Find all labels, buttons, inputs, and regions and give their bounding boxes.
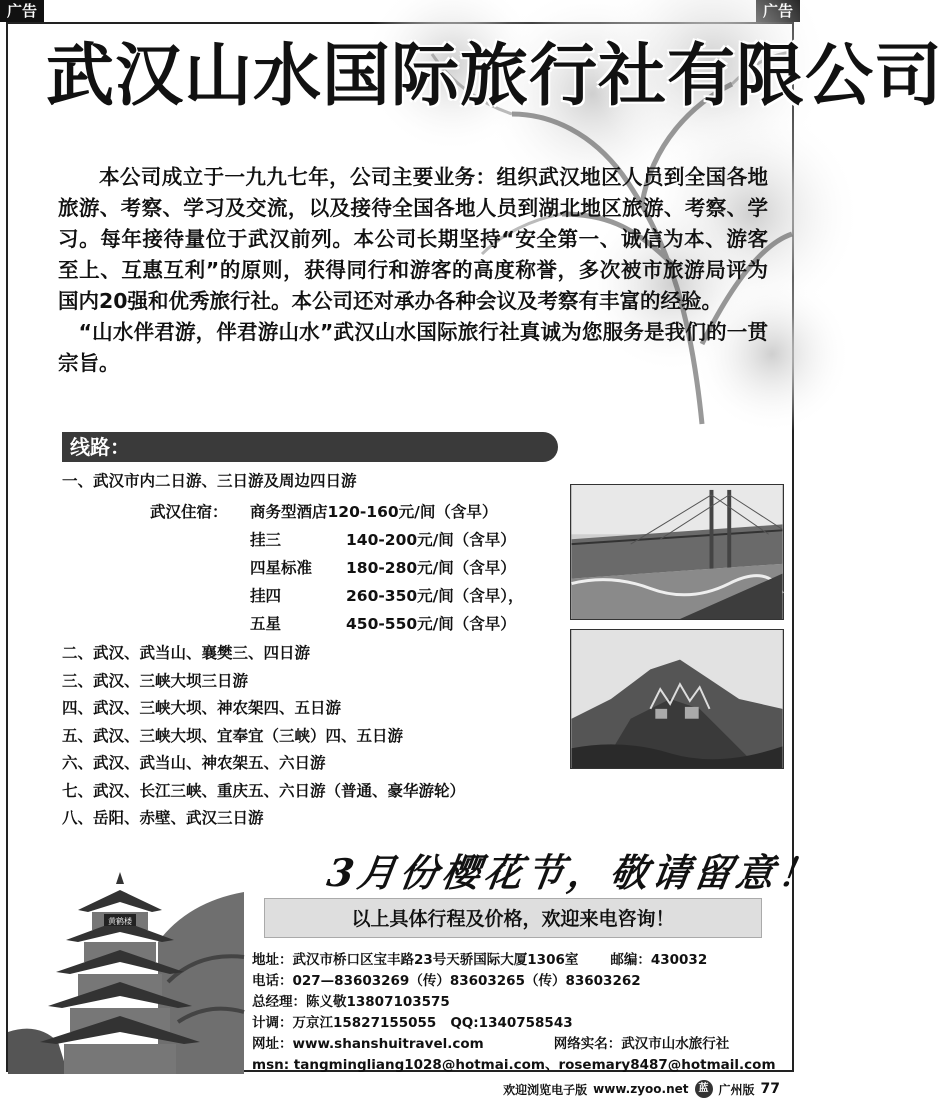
- route-item: 二、武汉、武当山、襄樊三、四日游: [62, 644, 311, 662]
- hotel-label: 武汉住宿：: [150, 503, 228, 521]
- hotel-type: 五星: [250, 615, 282, 633]
- wudang-mountain-photo: [570, 629, 784, 769]
- contact-address: 地址：武汉市桥口区宝丰路23号天骄国际大厦1306室: [252, 952, 579, 968]
- hotel-row: [150, 554, 524, 582]
- yellow-crane-tower-image: [8, 862, 244, 1074]
- contact-qq: QQ:1340758543: [450, 1015, 573, 1031]
- hotel-price-table: [150, 498, 524, 638]
- footer-badge-icon: 蓝: [695, 1080, 713, 1098]
- company-introduction: [58, 162, 768, 379]
- hotel-price: 260-350元/间（含早），: [346, 587, 524, 605]
- hotel-row: [150, 526, 524, 554]
- route-item: 一、武汉市内二日游、三日游及周边四日游: [62, 472, 357, 490]
- hotel-type: 四星标准: [250, 559, 313, 577]
- contact-planner: 计调：万京江15827155055: [252, 1015, 437, 1031]
- contact-row: [252, 950, 776, 971]
- advertisement-frame: [6, 22, 943, 1073]
- company-title: [46, 32, 943, 122]
- hotel-row: [150, 582, 524, 610]
- contact-postcode: 邮编：430032: [610, 952, 708, 968]
- route-item: 六、武汉、武当山、神农架五、六日游: [62, 754, 326, 772]
- pagoda-plaque-text: 黄鹤楼: [108, 917, 132, 926]
- footer-line: [503, 1080, 780, 1098]
- contact-realname: 网络实名：武汉市山水旅行社: [553, 1036, 730, 1052]
- company-title-strong: 武汉: [46, 37, 185, 116]
- contact-website: 网址：www.shanshuitravel.com: [252, 1036, 484, 1052]
- three-gorges-dam-photo: [570, 484, 784, 620]
- route-item: 七、武汉、长江三峡、重庆五、六日游（普通、豪华游轮）: [62, 781, 466, 800]
- hotel-price: 140-200元/间（含早）: [346, 531, 516, 549]
- route-list: [62, 640, 465, 833]
- hotel-type: 挂四: [250, 587, 282, 605]
- footer-edition: 广州版: [718, 1082, 755, 1097]
- hotel-price: 180-280元/间（含早）: [346, 559, 516, 577]
- footer-text: 欢迎浏览电子版: [503, 1082, 588, 1097]
- contact-manager: 总经理：陈义敬13807103575: [252, 994, 450, 1010]
- contact-row: [252, 1055, 776, 1076]
- route-item: 三、武汉、三峡大坝三日游: [62, 671, 249, 690]
- hotel-type: 挂三: [250, 531, 282, 549]
- contact-phone: 电话：027—83603269（传）83603265（传）83603262: [252, 973, 641, 989]
- routes-header: 线路：: [62, 432, 558, 462]
- contact-row: [252, 992, 776, 1013]
- intro-paragraph-2: “山水伴君游，伴君游山水”武汉山水国际旅行社真诚为您服务是我们的一贯宗旨。: [58, 320, 768, 375]
- route-item: 五、武汉、三峡大坝、宜奉宜（三峡）四、五日游: [62, 726, 404, 745]
- consult-banner: 以上具体行程及价格，欢迎来电咨询！: [264, 898, 762, 938]
- hotel-type: 商务型酒店: [250, 503, 328, 521]
- hotel-row: [150, 498, 524, 526]
- route-list-top: [62, 468, 357, 495]
- contact-info: [252, 950, 776, 1076]
- contact-msn: msn: tangmingliang1028@hotmai.com、rosemary8487@hotmail.com: [252, 1057, 776, 1073]
- route-item: 八、岳阳、赤壁、武汉三日游: [62, 809, 264, 827]
- route-item: 四、武汉、三峡大坝、神农架四、五日游: [62, 699, 342, 717]
- page-number: 77: [760, 1081, 780, 1097]
- intro-paragraph-1: 本公司成立于一九九七年，公司主要业务：组织武汉地区人员到全国各地旅游、考察、学习及交流，以及接待全国各地人员到湖北地区旅游、考察、学习。每年接待量位于武汉前列。本公司长期坚持“安全第一、诚信为本、游客至上、互惠互利”的原则，获得同行和游客的高度称誉，多次被市旅游局评为国内20强和优秀旅行社。本公司还对承办各种会议及考察有丰富的经验。: [58, 165, 768, 313]
- company-title-rest: 山水国际旅行社有限公司: [184, 37, 943, 116]
- contact-row: [252, 1034, 776, 1055]
- contact-row: [252, 971, 776, 992]
- ad-tag-left: 广告: [0, 0, 44, 22]
- contact-row: [252, 1013, 776, 1034]
- page-footer: [0, 1076, 800, 1100]
- hotel-row: [150, 610, 524, 638]
- hotel-price: 450-550元/间（含早）: [346, 615, 516, 633]
- cherry-festival-banner: 3月份樱花节，敬请留意！: [324, 850, 824, 895]
- footer-site: www.zyoo.net: [593, 1082, 689, 1096]
- hotel-price: 120-160元/间（含早）: [327, 503, 498, 521]
